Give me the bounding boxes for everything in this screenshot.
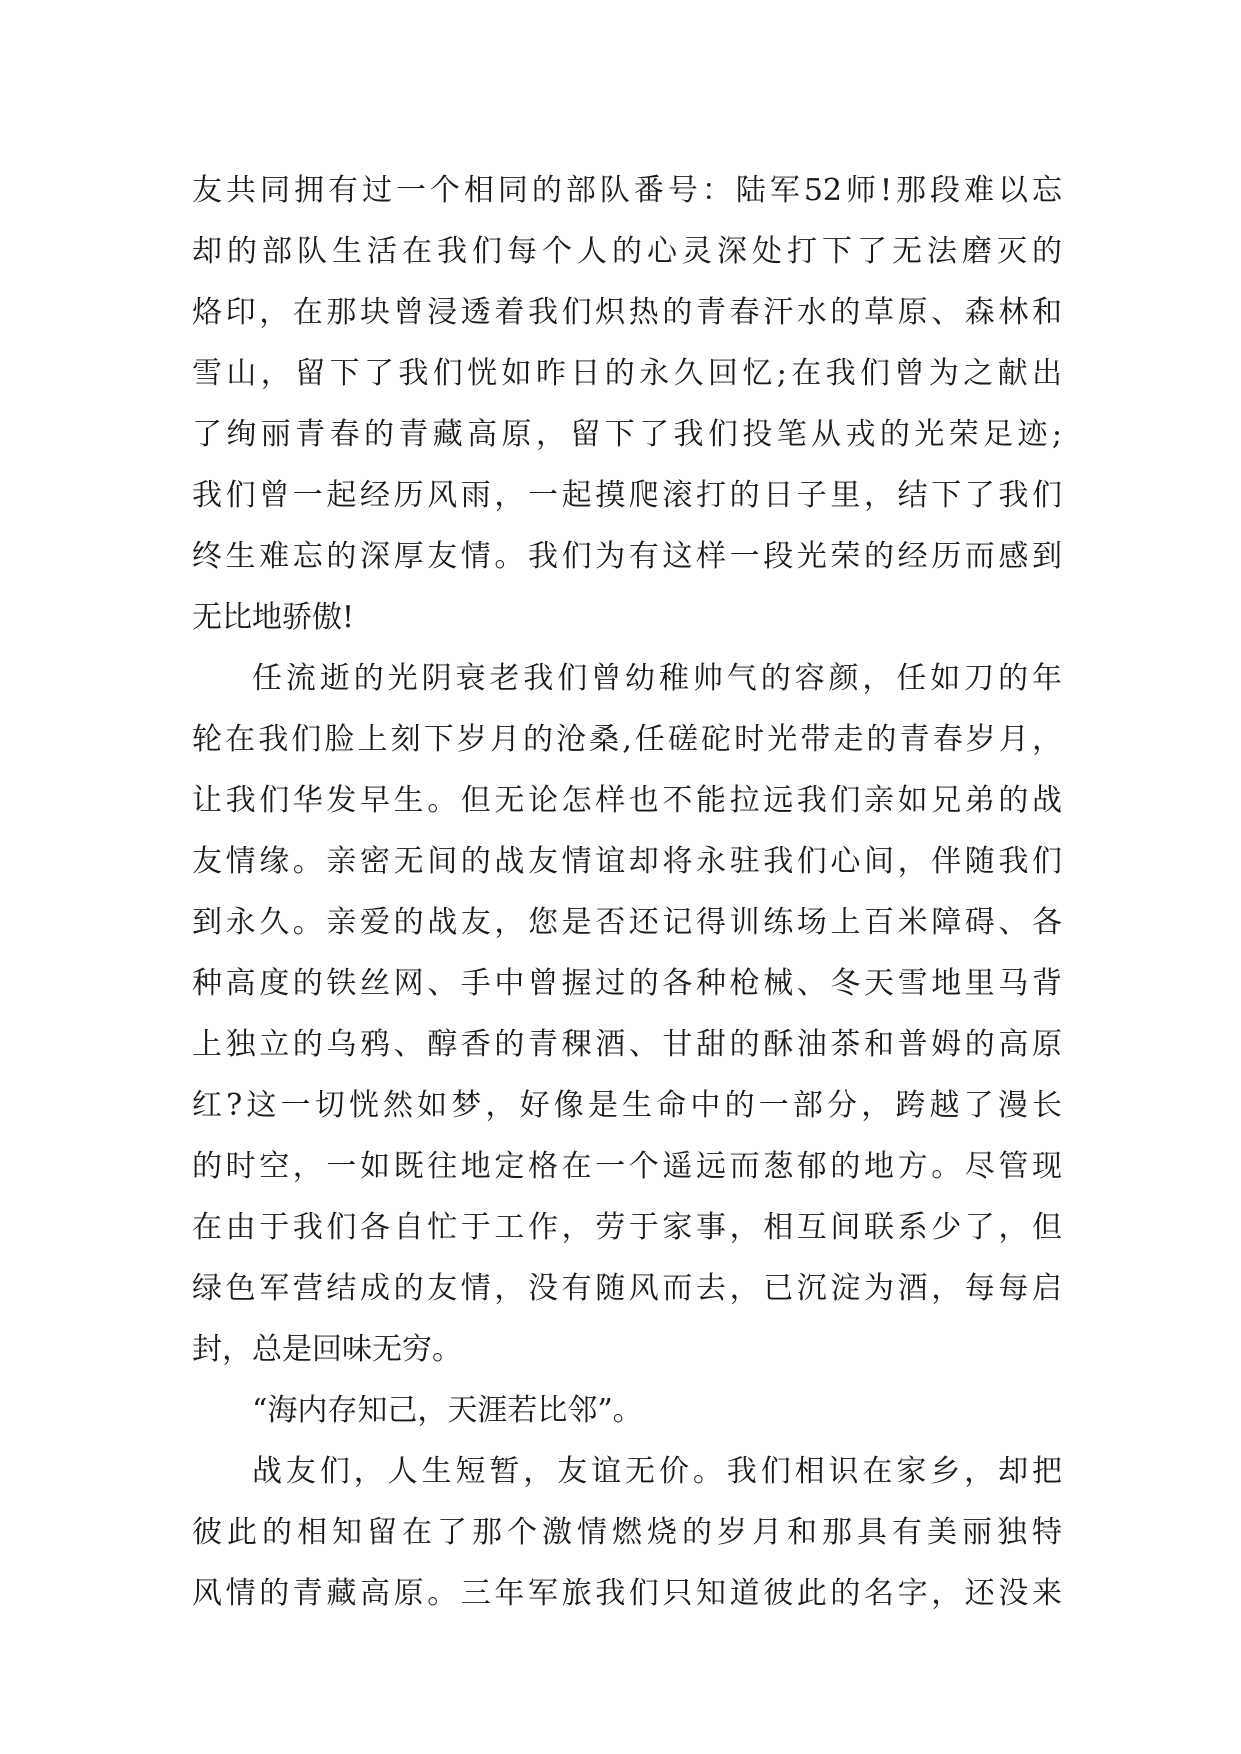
text-line: 的时空，一如既往地定格在一个遥远而葱郁的地方。尽管现 <box>192 1149 1062 1184</box>
text-line: 让我们华发早生。但无论怎样也不能拉远我们亲如兄弟的战 <box>192 783 1062 818</box>
text-line: 风情的青藏高原。三年军旅我们只知道彼此的名字，还没来 <box>192 1576 1062 1611</box>
text-line: 绿色军营结成的友情，没有随风而去，已沉淀为酒，每每启 <box>192 1271 1062 1306</box>
text-line: 红?这一切恍然如梦，好像是生命中的一部分，跨越了漫长 <box>192 1088 1062 1123</box>
text-line: 却的部队生活在我们每个人的心灵深处打下了无法磨灭的 <box>192 234 1062 269</box>
text-line: 我们曾一起经历风雨，一起摸爬滚打的日子里，结下了我们 <box>192 478 1062 513</box>
text-line: 友共同拥有过一个相同的部队番号：陆军52师!那段难以忘 <box>192 173 1062 208</box>
text-line: 了绚丽青春的青藏高原，留下了我们投笔从戎的光荣足迹; <box>192 417 1062 452</box>
text-line: 彼此的相知留在了那个激情燃烧的岁月和那具有美丽独特 <box>192 1515 1062 1550</box>
text-line: 战友们，人生短暂，友谊无价。我们相识在家乡，却把 <box>252 1454 1062 1489</box>
text-line: 友情缘。亲密无间的战友情谊却将永驻我们心间，伴随我们 <box>192 844 1062 879</box>
text-line: 到永久。亲爱的战友，您是否还记得训练场上百米障碍、各 <box>192 905 1062 940</box>
body-text <box>192 160 1062 1624</box>
text-line: 任流逝的光阴衰老我们曾幼稚帅气的容颜，任如刀的年 <box>252 661 1062 696</box>
text-line: 雪山，留下了我们恍如昨日的永久回忆;在我们曾为之献出 <box>192 356 1062 391</box>
text-line: 终生难忘的深厚友情。我们为有这样一段光荣的经历而感到 <box>192 539 1062 574</box>
text-line: 轮在我们脸上刻下岁月的沧桑,任磋砣时光带走的青春岁月， <box>192 722 1062 757</box>
text-line: 无比地骄傲! <box>192 600 355 635</box>
text-line: 封，总是回味无穷。 <box>192 1332 462 1367</box>
text-line: 烙印，在那块曾浸透着我们炽热的青春汗水的草原、森林和 <box>192 295 1062 330</box>
quote-line: “海内存知己，天涯若比邻”。 <box>252 1393 643 1428</box>
text-line: 上独立的乌鸦、醇香的青稞酒、甘甜的酥油茶和普姆的高原 <box>192 1027 1062 1062</box>
text-line: 在由于我们各自忙于工作，劳于家事，相互间联系少了，但 <box>192 1210 1062 1245</box>
text-line: 种高度的铁丝网、手中曾握过的各种枪械、冬天雪地里马背 <box>192 966 1062 1001</box>
